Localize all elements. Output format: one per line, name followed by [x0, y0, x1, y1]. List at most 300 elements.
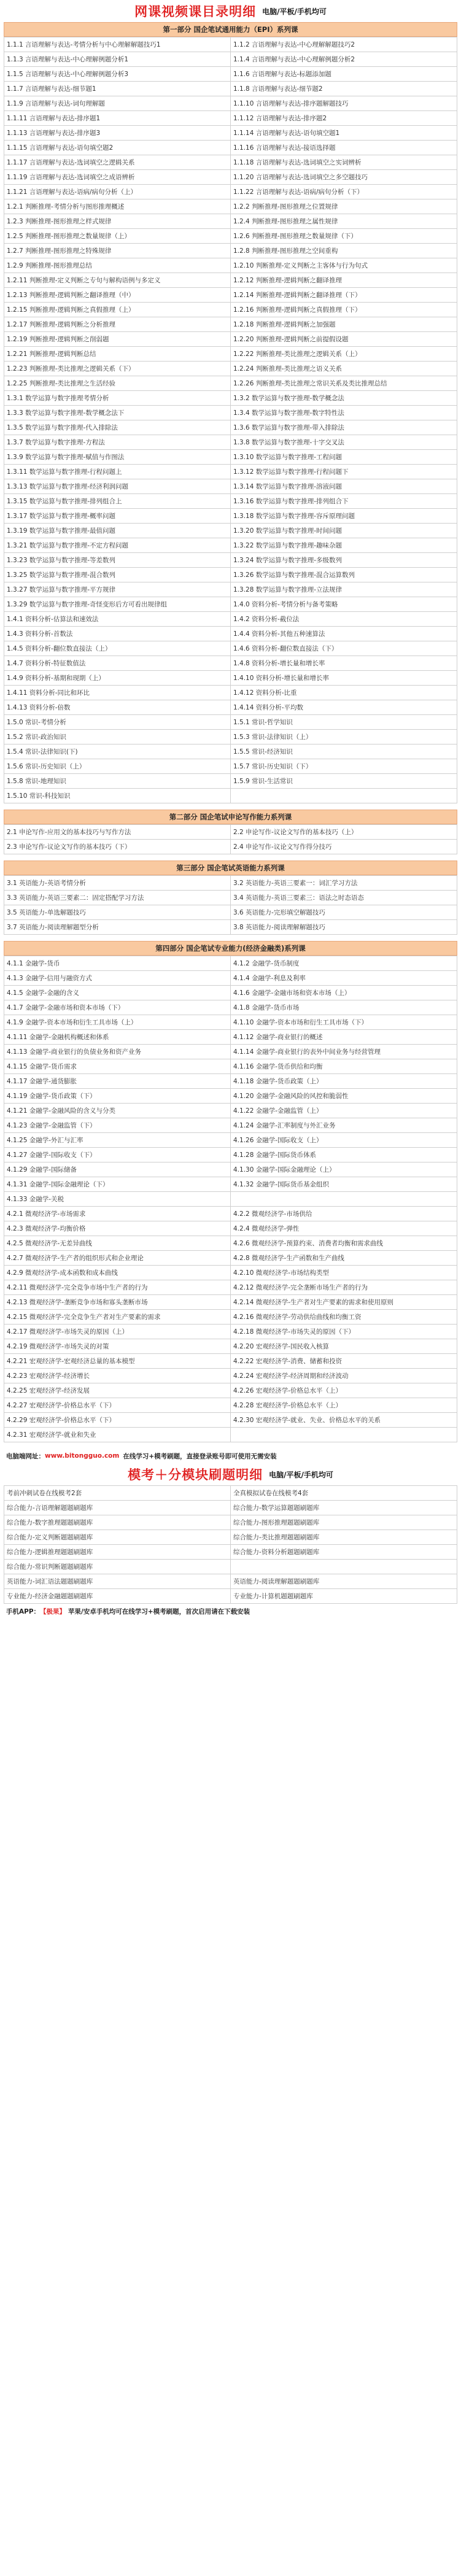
course-item[interactable]: 1.4.4 资料分析-其他五种速算法 [231, 627, 457, 641]
table-row [4, 303, 457, 317]
course-item[interactable]: 1.3.27 数学运算与数字推理-平方规律 [4, 582, 231, 597]
table-row [4, 376, 457, 391]
table-row [4, 876, 457, 891]
main-title: 网课视频课目录明细 [134, 4, 257, 19]
course-item[interactable]: 1.2.21 判断推理-逻辑判断总结 [4, 347, 231, 362]
course-item[interactable]: 4.1.3 金融学-信用与融资方式 [4, 971, 231, 986]
course-item[interactable]: 综合能力-逻辑推理题题刷题库 [4, 1545, 231, 1560]
table-row [4, 1383, 457, 1398]
course-item[interactable]: 3.1 英语能力-英语考情分析 [4, 876, 231, 891]
course-item[interactable]: 1.3.21 数学运算与数字推理-不定方程问题 [4, 538, 231, 553]
course-item[interactable]: 1.5.7 常识-历史知识（下） [231, 759, 457, 774]
course-item[interactable]: 4.1.26 金融学-国际收支（上） [231, 1133, 457, 1148]
course-item[interactable]: 1.1.18 言语理解与表达-选词填空之实词辨析 [231, 155, 457, 170]
table-row [4, 67, 457, 82]
table-row [4, 1266, 457, 1280]
course-item[interactable]: 1.4.1 资料分析-估算法和速效法 [4, 612, 231, 627]
course-item[interactable]: 4.2.18 微观经济学-市场失灵的原因（下） [231, 1325, 457, 1339]
table-row [4, 494, 457, 509]
course-item[interactable]: 4.1.19 金融学-货币政策（下） [4, 1089, 231, 1104]
course-item[interactable]: 3.7 英语能力-阅读理解题型分析 [4, 920, 231, 935]
app-name[interactable]: 【极果】 [40, 1607, 66, 1615]
course-item[interactable]: 1.1.22 言语理解与表达-语病/病句分析（下） [231, 185, 457, 199]
course-item[interactable]: 1.3.4 数学运算与数字推理-数字特性法 [231, 406, 457, 420]
course-item[interactable]: 1.5.3 常识-法律知识（上） [231, 730, 457, 745]
course-item[interactable]: 1.2.19 判断推理-逻辑判断之削弱题 [4, 332, 231, 347]
course-item[interactable]: 1.1.15 言语理解与表达-语句填空题2 [4, 141, 231, 155]
course-item[interactable]: 1.1.19 言语理解与表达-选词填空之成语辨析 [4, 170, 231, 185]
course-item[interactable]: 1.2.5 判断推理-图形推理之数量规律（上） [4, 229, 231, 244]
course-item[interactable]: 考前冲刺试卷在线模考2套 [4, 1486, 231, 1501]
exam-header [4, 1463, 457, 1485]
course-item[interactable]: 4.2.29 宏观经济学-价格总水平（下） [4, 1413, 231, 1428]
course-item[interactable]: 1.3.23 数学运算与数字推理-等差数列 [4, 553, 231, 568]
course-item[interactable]: 1.5.1 常识-哲学知识 [231, 715, 457, 730]
table-row [4, 627, 457, 641]
table-row [4, 774, 457, 789]
course-item[interactable]: 1.3.11 数学运算与数字推理-行程问题上 [4, 465, 231, 479]
course-item[interactable]: 4.2.30 宏观经济学-就业、失业、价格总水平的关系 [231, 1413, 457, 1428]
table-row [4, 214, 457, 229]
course-item[interactable]: 1.3.25 数学运算与数字推理-混合数列 [4, 568, 231, 582]
table-row [4, 789, 457, 803]
course-item[interactable]: 1.3.17 数学运算与数字推理-概率问题 [4, 509, 231, 524]
course-item[interactable]: 1.1.21 言语理解与表达-语病/病句分析（上） [4, 185, 231, 199]
table-row [4, 1074, 457, 1089]
course-item[interactable]: 综合能力-数字推理题题刷题库 [4, 1515, 231, 1530]
course-item[interactable]: 4.2.1 微观经济学-市场需求 [4, 1207, 231, 1221]
course-item[interactable]: 4.2.28 宏观经济学-价格总水平（上） [231, 1398, 457, 1413]
course-item[interactable]: 4.2.11 微观经济学-完全竞争市场中生产者的行为 [4, 1280, 231, 1295]
table-row [4, 465, 457, 479]
course-item[interactable]: 4.2.31 宏观经济学-就业和失业 [4, 1428, 231, 1442]
course-item[interactable]: 1.4.3 资料分析-首数法 [4, 627, 231, 641]
table-row [4, 1589, 457, 1604]
table-row [4, 1501, 457, 1515]
table-row [4, 185, 457, 199]
course-item[interactable]: 4.2.21 宏观经济学-宏观经济总量的基本模型 [4, 1354, 231, 1369]
course-item[interactable]: 4.1.10 金融学-资本市场和衍生工具市场（下） [231, 1015, 457, 1030]
table-row [4, 1104, 457, 1118]
course-item[interactable]: 1.4.13 资料分析-倍数 [4, 700, 231, 715]
course-item[interactable]: 4.2.10 微观经济学-市场结构类型 [231, 1266, 457, 1280]
course-item[interactable]: 4.2.4 微观经济学-弹性 [231, 1221, 457, 1236]
course-item[interactable]: 4.1.30 金融学-国际金融理论（上） [231, 1162, 457, 1177]
course-sections [4, 22, 457, 1449]
table-row [4, 1560, 457, 1574]
course-item[interactable]: 1.4.8 资料分析-增长量和增长率 [231, 656, 457, 671]
course-item[interactable]: 综合能力-言语理解题题刷题库 [4, 1501, 231, 1515]
course-item[interactable]: 1.3.8 数学运算与数字推理-十字交叉法 [231, 435, 457, 450]
section-gap [4, 803, 457, 810]
course-item[interactable]: 1.5.6 常识-历史知识（上） [4, 759, 231, 774]
table-row [4, 1207, 457, 1221]
table-row [4, 347, 457, 362]
course-item[interactable]: 1.3.6 数学运算与数字推理-带入排除法 [231, 420, 457, 435]
course-item[interactable]: 4.2.24 宏观经济学-经济周期和经济波动 [231, 1369, 457, 1383]
course-item[interactable]: 4.1.33 金融学-关税 [4, 1192, 231, 1207]
table-row [4, 450, 457, 465]
course-section [4, 941, 457, 1449]
course-item[interactable]: 1.4.5 资料分析-翻位数直接法（上） [4, 641, 231, 656]
course-item[interactable]: 1.1.3 言语理解与表达-中心理解例题分析1 [4, 52, 231, 67]
course-item[interactable]: 4.1.23 金融学-金融监管（下） [4, 1118, 231, 1133]
course-item[interactable]: 1.1.20 言语理解与表达-选词填空之多空题技巧 [231, 170, 457, 185]
course-item[interactable]: 4.1.25 金融学-外汇与汇率 [4, 1133, 231, 1148]
table-row [4, 1515, 457, 1530]
table-row [4, 435, 457, 450]
course-item[interactable]: 1.1.14 言语理解与表达-语句填空题1 [231, 126, 457, 141]
course-item[interactable]: 4.2.6 微观经济学-预算约束、消费者均衡和需求曲线 [231, 1236, 457, 1251]
course-item[interactable]: 1.2.23 判断推理-类比推理之逻辑关系（下） [4, 362, 231, 376]
course-item[interactable]: 4.1.22 金融学-金融监管（上） [231, 1104, 457, 1118]
course-item[interactable]: 1.3.1 数学运算与数字推理考情分析 [4, 391, 231, 406]
course-item[interactable]: 3.2 英语能力-英语三要素一：词汇学习方法 [231, 876, 457, 891]
course-item[interactable]: 1.2.18 判断推理-逻辑判断之加强题 [231, 317, 457, 332]
course-item[interactable]: 1.2.9 判断推理-图形推理总结 [4, 258, 231, 273]
course-item[interactable]: 4.2.20 宏观经济学-国民收入核算 [231, 1339, 457, 1354]
course-item[interactable]: 综合能力-常识判断题题刷题库 [4, 1560, 231, 1574]
course-item[interactable]: 4.1.20 金融学-金融风险的风控和脆弱性 [231, 1089, 457, 1104]
table-row [4, 82, 457, 96]
page [4, 0, 457, 1619]
course-item[interactable]: 3.8 英语能力-阅读理解解题技巧 [231, 920, 457, 935]
course-item[interactable]: 1.3.29 数学运算与数字推理-奇怪变形后方可看出规律组 [4, 597, 231, 612]
course-item[interactable]: 1.3.16 数学运算与数字推理-排列组合下 [231, 494, 457, 509]
course-item[interactable]: 4.2.16 微观经济学-劳动供给曲线和均衡工资 [231, 1310, 457, 1325]
course-item[interactable]: 4.1.18 金融学-货币政策（上） [231, 1074, 457, 1089]
course-item[interactable]: 4.1.7 金融学-金融市场和资本市场（下） [4, 1000, 231, 1015]
course-item[interactable]: 1.1.8 言语理解与表达-细节题2 [231, 82, 457, 96]
device-note: 电脑/平板/手机均可 [262, 7, 327, 16]
table-row [4, 1221, 457, 1236]
course-item[interactable]: 4.2.5 微观经济学-无差异曲线 [4, 1236, 231, 1251]
course-item[interactable]: 1.1.10 言语理解与表达-排序题解题技巧 [231, 96, 457, 111]
table-row [4, 1413, 457, 1428]
section-title: 第四部分 国企笔试专业能力(经济金融类)系列课 [4, 941, 457, 956]
table-row [4, 1428, 457, 1442]
course-item[interactable]: 1.3.3 数学运算与数字推理-数学概念法下 [4, 406, 231, 420]
course-item[interactable]: 英语能力-词汇语法题题刷题库 [4, 1574, 231, 1589]
course-item[interactable]: 4.1.11 金融学-金融机构概述和体系 [4, 1030, 231, 1045]
table-row [4, 406, 457, 420]
table-row [4, 1059, 457, 1074]
course-item[interactable]: 1.3.15 数学运算与数字推理-排列组合上 [4, 494, 231, 509]
course-item[interactable]: 专业能力-经济金融题题刷题库 [4, 1589, 231, 1604]
table-row [4, 391, 457, 406]
course-item[interactable]: 4.1.28 金融学-国际货币体系 [231, 1148, 457, 1162]
section-title: 第二部分 国企笔试申论写作能力系列课 [4, 810, 457, 824]
course-item[interactable]: 1.2.15 判断推理-逻辑判断之真假推理（上） [4, 303, 231, 317]
course-item[interactable]: 4.1.5 金融学-金融的含义 [4, 986, 231, 1000]
course-item[interactable]: 1.5.5 常识-经济知识 [231, 745, 457, 759]
app-label: 手机APP： [6, 1607, 41, 1615]
app-note: 苹果/安卓手机均可在线学习+模考刷题，首次启用请在下载安装 [68, 1607, 250, 1615]
table-row [4, 362, 457, 376]
course-item[interactable]: 1.1.7 言语理解与表达-细节题1 [4, 82, 231, 96]
table-row [4, 840, 457, 854]
course-item[interactable]: 4.1.15 金融学-货币需求 [4, 1059, 231, 1074]
course-item[interactable]: 4.1.31 金融学-国际金融理论（下） [4, 1177, 231, 1192]
course-item[interactable]: 1.2.8 判断推理-图形推理之空间重构 [231, 244, 457, 258]
course-item[interactable]: 4.1.16 金融学-货币供给和均衡 [231, 1059, 457, 1074]
table-row [4, 155, 457, 170]
table-row [4, 332, 457, 347]
course-item[interactable]: 1.5.2 常识-政治知识 [4, 730, 231, 745]
course-item[interactable]: 综合能力-类比推理题题刷题库 [231, 1530, 457, 1545]
course-item[interactable]: 1.3.14 数学运算与数字推理-溶液问题 [231, 479, 457, 494]
exam-title: 模考＋分模块刷题明细 [128, 1468, 263, 1482]
course-item[interactable]: 1.2.24 判断推理-类比推理之语义关系 [231, 362, 457, 376]
course-item[interactable]: 1.3.26 数学运算与数字推理-混合运算数列 [231, 568, 457, 582]
course-item[interactable]: 1.4.9 资料分析-基期和现期（上） [4, 671, 231, 686]
course-item[interactable]: 4.2.2 微观经济学-市场供给 [231, 1207, 457, 1221]
course-item[interactable]: 综合能力-图形推理题题刷题库 [231, 1515, 457, 1530]
course-item[interactable]: 全真模拟试卷在线模考4套 [231, 1486, 457, 1501]
course-item [231, 1428, 457, 1442]
course-item[interactable]: 2.1 申论写作-应用文的基本技巧与写作方法 [4, 825, 231, 840]
website-note: 在线学习+模考刷题，直接登录账号即可使用无需安装 [123, 1452, 277, 1460]
table-row [4, 671, 457, 686]
course-item[interactable]: 1.2.16 判断推理-逻辑判断之真假推理（下） [231, 303, 457, 317]
course-item[interactable]: 4.1.13 金融学-商业银行的负债业务和资产业务 [4, 1045, 231, 1059]
table-row [4, 1236, 457, 1251]
course-item[interactable]: 1.2.20 判断推理-逻辑判断之前提假设题 [231, 332, 457, 347]
table-row [4, 1148, 457, 1162]
course-item[interactable]: 3.3 英语能力-英语三要素二：固定搭配学习方法 [4, 891, 231, 905]
course-item[interactable]: 1.2.6 判断推理-图形推理之数量规律（下） [231, 229, 457, 244]
table-row [4, 1369, 457, 1383]
course-item[interactable]: 1.5.9 常识-生活常识 [231, 774, 457, 789]
course-item[interactable]: 1.3.18 数学运算与数字推理-容斥原理问题 [231, 509, 457, 524]
table-row [4, 612, 457, 627]
course-item[interactable]: 1.3.13 数学运算与数字推理-经济利润问题 [4, 479, 231, 494]
course-item[interactable]: 4.2.23 宏观经济学-经济增长 [4, 1369, 231, 1383]
course-item[interactable]: 1.5.4 常识-法律知识(下) [4, 745, 231, 759]
course-item[interactable]: 1.3.22 数学运算与数字推理-趣味杂题 [231, 538, 457, 553]
course-item[interactable]: 4.2.15 微观经济学-完全竞争生产者对生产要素的需求 [4, 1310, 231, 1325]
table-row [4, 1000, 457, 1015]
course-item[interactable]: 1.2.22 判断推理-类比推理之逻辑关系（上） [231, 347, 457, 362]
table-row [4, 1133, 457, 1148]
section-title: 第一部分 国企笔试通用能力（EPI）系列课 [4, 22, 457, 37]
main-header [4, 0, 457, 22]
course-item[interactable]: 4.1.24 金融学-汇率制度与外汇业务 [231, 1118, 457, 1133]
course-item[interactable]: 1.2.7 判断推理-图形推理之特殊规律 [4, 244, 231, 258]
table-row [4, 1339, 457, 1354]
course-item[interactable]: 3.6 英语能力-完形填空解题技巧 [231, 905, 457, 920]
course-item[interactable]: 4.1.9 金融学-资本市场和衍生工具市场（上） [4, 1015, 231, 1030]
course-table [4, 875, 457, 935]
table-row [4, 905, 457, 920]
course-item[interactable]: 1.4.10 资料分析-增长量和增长率 [231, 671, 457, 686]
course-item[interactable]: 2.4 申论写作-议论文写作得分技巧 [231, 840, 457, 854]
course-item[interactable]: 1.4.2 资料分析-截位法 [231, 612, 457, 627]
course-item[interactable]: 4.2.19 微观经济学-市场失灵的对策 [4, 1339, 231, 1354]
course-item[interactable]: 1.2.4 判断推理-图形推理之属性规律 [231, 214, 457, 229]
section-gap [4, 1442, 457, 1449]
course-item[interactable]: 1.2.25 判断推理-类比推理之生活经验 [4, 376, 231, 391]
course-item[interactable]: 1.1.13 言语理解与表达-排序题3 [4, 126, 231, 141]
course-item[interactable]: 综合能力-资料分析题题刷题库 [231, 1545, 457, 1560]
course-item[interactable]: 1.1.11 言语理解与表达-排序题1 [4, 111, 231, 126]
table-row [4, 730, 457, 745]
course-item[interactable]: 4.1.14 金融学-商业银行的表外中间业务与经营管理 [231, 1045, 457, 1059]
course-item[interactable]: 1.4.6 资料分析-翻位数直接法（下） [231, 641, 457, 656]
course-item [231, 1192, 457, 1207]
table-row [4, 273, 457, 288]
table-row [4, 37, 457, 52]
course-item[interactable]: 4.2.3 微观经济学-均衡价格 [4, 1221, 231, 1236]
course-item[interactable]: 综合能力-数学运算题题刷题库 [231, 1501, 457, 1515]
table-row [4, 1030, 457, 1045]
table-row [4, 1015, 457, 1030]
course-item[interactable]: 4.2.14 微观经济学-生产者对生产要素的需求和使用原则 [231, 1295, 457, 1310]
table-row [4, 956, 457, 971]
course-item[interactable]: 1.1.12 言语理解与表达-排序题2 [231, 111, 457, 126]
course-item [231, 789, 457, 803]
course-item[interactable]: 英语能力-阅读理解题题刷题库 [231, 1574, 457, 1589]
table-row [4, 1354, 457, 1369]
table-row [4, 971, 457, 986]
course-item[interactable]: 4.1.1 金融学-货币 [4, 956, 231, 971]
course-item[interactable]: 4.2.17 微观经济学-市场失灵的原因（上） [4, 1325, 231, 1339]
course-item[interactable]: 1.1.5 言语理解与表达-中心理解例题分析3 [4, 67, 231, 82]
course-item[interactable]: 1.2.3 判断推理-图形推理之样式规律 [4, 214, 231, 229]
course-item[interactable]: 1.3.9 数学运算与数字推理-赋值与作图法 [4, 450, 231, 465]
table-row [4, 656, 457, 671]
course-item[interactable]: 4.2.9 微观经济学-成本函数和成本曲线 [4, 1266, 231, 1280]
course-item[interactable]: 1.1.4 言语理解与表达-中心理解例题分析2 [231, 52, 457, 67]
course-item[interactable]: 1.3.7 数学运算与数字推理-方程法 [4, 435, 231, 450]
course-table [4, 824, 457, 854]
table-row [4, 258, 457, 273]
course-item[interactable]: 1.2.17 判断推理-逻辑判断之分析推理 [4, 317, 231, 332]
course-item[interactable]: 4.2.22 宏观经济学-消费、储蓄和投资 [231, 1354, 457, 1369]
course-item[interactable]: 4.2.26 宏观经济学-价格总水平（上） [231, 1383, 457, 1398]
course-item[interactable]: 1.1.9 言语理解与表达-词句理解题 [4, 96, 231, 111]
course-item[interactable]: 2.3 申论写作-议论文写作的基本技巧（下） [4, 840, 231, 854]
course-item[interactable]: 1.3.12 数学运算与数字推理-行程问题下 [231, 465, 457, 479]
course-item[interactable]: 1.2.1 判断推理-考情分析与图形推理概述 [4, 199, 231, 214]
course-item[interactable]: 1.1.17 言语理解与表达-选词填空之逻辑关系 [4, 155, 231, 170]
table-row [4, 199, 457, 214]
table-row [4, 538, 457, 553]
course-item[interactable]: 1.3.24 数学运算与数字推理-多级数列 [231, 553, 457, 568]
course-item[interactable]: 4.2.13 微观经济学-垄断竞争市场和寡头垄断市场 [4, 1295, 231, 1310]
course-item[interactable]: 1.1.16 言语理解与表达-接语选择题 [231, 141, 457, 155]
course-item[interactable]: 1.2.12 判断推理-逻辑判断之翻译推理 [231, 273, 457, 288]
course-item[interactable]: 2.2 申论写作-议论文写作的基本技巧（上） [231, 825, 457, 840]
table-row [4, 582, 457, 597]
course-item[interactable]: 4.2.25 宏观经济学-经济发展 [4, 1383, 231, 1398]
table-row [4, 1045, 457, 1059]
section-title: 第三部分 国企笔试英语能力系列课 [4, 861, 457, 875]
course-item[interactable]: 4.1.6 金融学-金融市场和资本市场（上） [231, 986, 457, 1000]
course-item[interactable]: 1.5.8 常识-地理知识 [4, 774, 231, 789]
course-item[interactable]: 4.2.12 微观经济学-完全垄断市场生产者的行为 [231, 1280, 457, 1295]
course-item[interactable]: 综合能力-定义判断题题刷题库 [4, 1530, 231, 1545]
table-row [4, 420, 457, 435]
table-row [4, 509, 457, 524]
course-item[interactable]: 4.2.7 微观经济学-生产者的组织形式和企业理论 [4, 1251, 231, 1266]
course-item[interactable]: 1.1.6 言语理解与表达-标题添加题 [231, 67, 457, 82]
table-row [4, 686, 457, 700]
table-row [4, 1089, 457, 1104]
course-item[interactable]: 4.1.27 金融学-国际收支（下） [4, 1148, 231, 1162]
course-item[interactable]: 1.1.2 言语理解与表达-中心理解解题技巧2 [231, 37, 457, 52]
course-item[interactable]: 1.2.13 判断推理-逻辑判断之翻译推理（中） [4, 288, 231, 303]
course-item[interactable]: 1.3.10 数学运算与数字推理-工程问题 [231, 450, 457, 465]
table-row [4, 553, 457, 568]
course-item[interactable]: 4.1.8 金融学-货币市场 [231, 1000, 457, 1015]
course-item[interactable]: 4.1.4 金融学-利息及利率 [231, 971, 457, 986]
course-item[interactable]: 4.1.2 金融学-货币制度 [231, 956, 457, 971]
course-item[interactable]: 1.3.20 数学运算与数字推理-时间问题 [231, 524, 457, 538]
course-item[interactable]: 4.1.21 金融学-金融风险的含义与分类 [4, 1104, 231, 1118]
course-item[interactable]: 1.3.5 数学运算与数字推理-代入排除法 [4, 420, 231, 435]
table-row [4, 568, 457, 582]
table-row [4, 759, 457, 774]
course-item[interactable]: 1.4.12 资料分析-比重 [231, 686, 457, 700]
course-item[interactable]: 1.4.0 资料分析-考情分析与备考策略 [231, 597, 457, 612]
table-row [4, 1398, 457, 1413]
course-item[interactable]: 1.5.10 常识-科技知识 [4, 789, 231, 803]
table-row [4, 597, 457, 612]
course-item[interactable]: 1.4.14 资料分析-平均数 [231, 700, 457, 715]
course-item[interactable]: 1.5.0 常识-考情分析 [4, 715, 231, 730]
course-item[interactable]: 1.2.10 判断推理-定义判断之主客体与行为句式 [231, 258, 457, 273]
website-row [4, 1449, 457, 1463]
course-item[interactable]: 4.1.12 金融学-商业银行的概述 [231, 1030, 457, 1045]
website-link[interactable]: www.bitongguo.com [45, 1452, 120, 1460]
course-item[interactable]: 1.4.11 资料分析-同比和环比 [4, 686, 231, 700]
section-gap [4, 854, 457, 861]
course-item[interactable]: 1.2.2 判断推理-图形推理之位置规律 [231, 199, 457, 214]
table-row [4, 288, 457, 303]
course-item[interactable]: 1.3.28 数学运算与数字推理-立法规律 [231, 582, 457, 597]
table-row [4, 745, 457, 759]
table-row [4, 920, 457, 935]
course-item[interactable]: 1.3.19 数学运算与数字推理-最值问题 [4, 524, 231, 538]
table-row [4, 1530, 457, 1545]
table-row [4, 1295, 457, 1310]
course-item[interactable]: 4.2.8 微观经济学-生产函数和生产曲线 [231, 1251, 457, 1266]
course-item[interactable]: 4.1.29 金融学-国际储备 [4, 1162, 231, 1177]
course-item[interactable]: 1.2.26 判断推理-类比推理之常识关系及类比推理总结 [231, 376, 457, 391]
course-item[interactable]: 1.2.14 判断推理-逻辑判断之翻译推理（下） [231, 288, 457, 303]
table-row [4, 1118, 457, 1133]
course-item[interactable]: 1.3.2 数学运算与数字推理-数学概念法 [231, 391, 457, 406]
course-item[interactable]: 1.1.1 言语理解与表达-考情分析与中心理解解题技巧1 [4, 37, 231, 52]
course-item[interactable]: 3.4 英语能力-英语三要素三：语法之时态语态 [231, 891, 457, 905]
course-item[interactable]: 3.5 英语能力-单选解题技巧 [4, 905, 231, 920]
course-item[interactable]: 4.1.17 金融学-通货膨胀 [4, 1074, 231, 1089]
table-row [4, 891, 457, 905]
course-item[interactable]: 专业能力-计算机题题刷题库 [231, 1589, 457, 1604]
course-item[interactable]: 1.2.11 判断推理-定义判断之专句与解构语例与多定义 [4, 273, 231, 288]
table-row [4, 1486, 457, 1501]
table-row [4, 96, 457, 111]
course-table [4, 37, 457, 803]
table-row [4, 141, 457, 155]
table-row [4, 715, 457, 730]
table-row [4, 479, 457, 494]
course-item[interactable]: 1.4.7 资料分析-特征数值法 [4, 656, 231, 671]
table-row [4, 52, 457, 67]
course-item[interactable]: 4.2.27 宏观经济学-价格总水平（下） [4, 1398, 231, 1413]
course-item[interactable]: 4.1.32 金融学-国际货币基金组织 [231, 1177, 457, 1192]
